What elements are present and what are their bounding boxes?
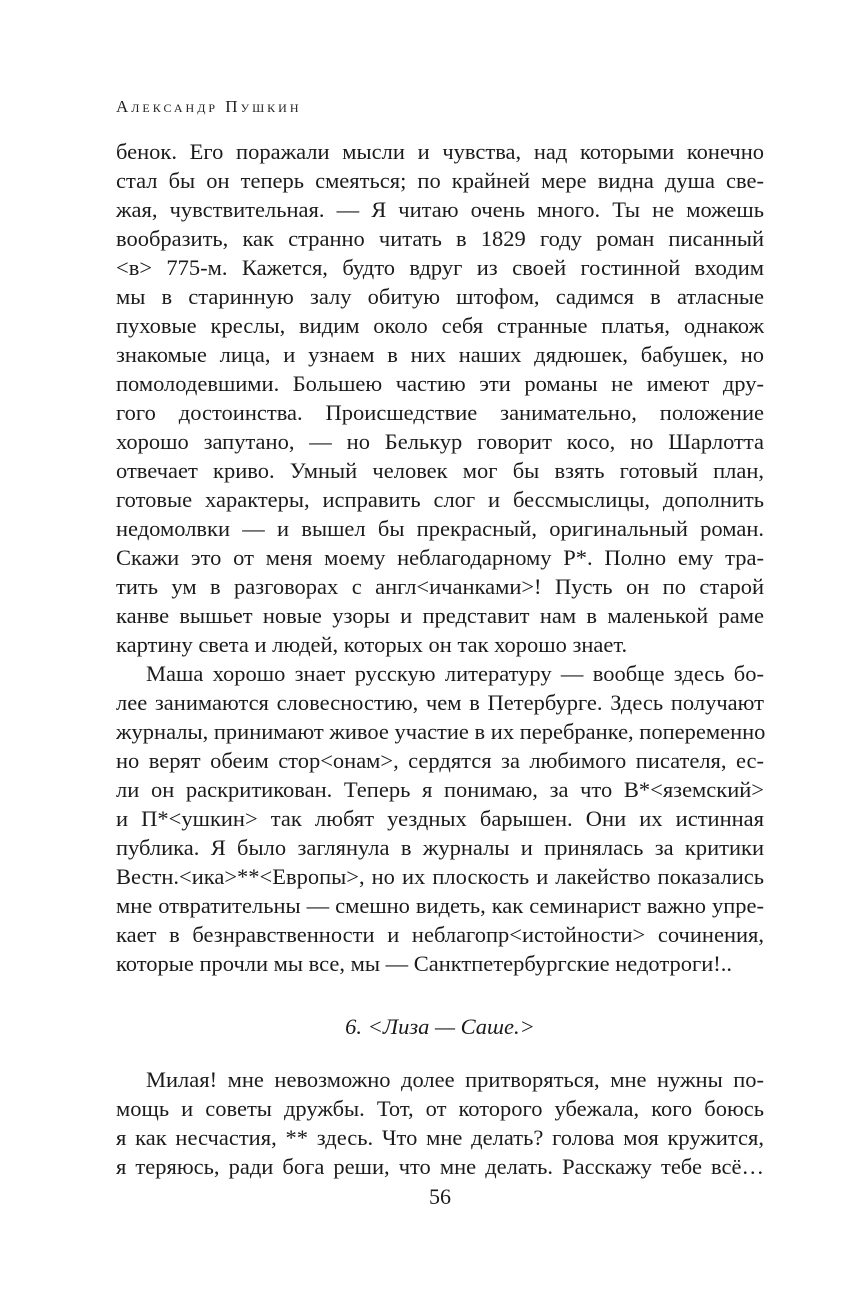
- text-line: мы в старинную залу обитую штофом, садимся в атласные: [116, 284, 764, 309]
- text-line: но верят обеим стор<онам>, сердятся за любимого писателя, ес-: [116, 748, 764, 773]
- text-line: бенок. Его поражали мысли и чувства, над которыми конечно: [116, 139, 764, 164]
- running-head: Александр Пушкин: [116, 97, 302, 116]
- text-line: тить ум в разговорах с англ<ичанками>! Пусть он по старой: [116, 574, 764, 599]
- text-line: помолодевшими. Большею частию эти романы не имеют дру-: [116, 371, 764, 396]
- text-line: лее занимаются словесностию, чем в Петербурге. Здесь получают: [116, 690, 764, 715]
- page-number: 56: [429, 1184, 451, 1209]
- text-line: я теряюсь, ради бога реши, что мне делать. Расскажу тебе всё…: [116, 1154, 764, 1179]
- text-line: мне отвратительны — смешно видеть, как семинарист важно упре-: [116, 893, 764, 918]
- text-line: гого достоинства. Происшедствие занимательно, положение: [116, 400, 764, 425]
- text-line: Вестн.<ика>**<Европы>, но их плоскость и лакейство показались: [116, 864, 764, 889]
- text-line: мощь и советы дружбы. Тот, от которого убежала, кого боюсь: [116, 1096, 764, 1121]
- text-line: и П*<ушкин> так любят уездных барышен. Они их истинная: [116, 806, 764, 831]
- text-line: журналы, принимают живое участие в их перебранке, попеременно: [116, 719, 766, 744]
- text-line: отвечает криво. Умный человек мог бы взять готовый план,: [116, 458, 764, 483]
- text-line: Скажи это от меня моему неблагодарному Р*. Полно ему тра-: [116, 545, 764, 570]
- text-line: жая, чувствительная. — Я читаю очень много. Ты не можешь: [116, 197, 764, 222]
- text-line: которые прочли мы все, мы — Санктпетербургские недотроги!..: [116, 951, 732, 976]
- text-line: я как несчастия, ** здесь. Что мне делать? голова моя кружится,: [116, 1125, 764, 1150]
- text-line: готовые характеры, исправить слог и бессмыслицы, дополнить: [116, 487, 764, 512]
- text-line: вообразить, как странно читать в 1829 году роман писанный: [116, 226, 764, 251]
- text-line: ли он раскритикован. Теперь я понимаю, за что В*<яземский>: [116, 777, 764, 802]
- text-line: знакомые лица, и узнаем в них наших дядюшек, бабушек, но: [116, 342, 764, 367]
- section-heading: 6. <Лиза — Саше.>: [345, 1014, 535, 1039]
- text-line: картину света и людей, которых он так хорошо знает.: [116, 632, 628, 657]
- text-line: Милая! мне невозможно долее притворяться, мне нужны по-: [146, 1067, 764, 1092]
- text-line: <в> 775-м. Кажется, будто вдруг из своей гостинной входим: [116, 255, 764, 280]
- text-line: пуховые креслы, видим около себя странные платья, однакож: [116, 313, 764, 338]
- text-line: хорошо запутано, — но Белькур говорит косо, но Шарлотта: [116, 429, 764, 454]
- text-line: стал бы он теперь смеяться; по крайней мере видна душа све-: [116, 168, 764, 193]
- text-line: канве вышьет новые узоры и представит нам в маленькой раме: [116, 603, 764, 628]
- text-line: Маша хорошо знает русскую литературу — вообще здесь бо-: [146, 661, 764, 686]
- text-line: недомолвки — и вышел бы прекрасный, оригинальный роман.: [116, 516, 764, 541]
- text-line: публика. Я было заглянула в журналы и принялась за критики: [116, 835, 764, 860]
- text-line: кает в безнравственности и неблагопр<истойности> сочинения,: [116, 922, 764, 947]
